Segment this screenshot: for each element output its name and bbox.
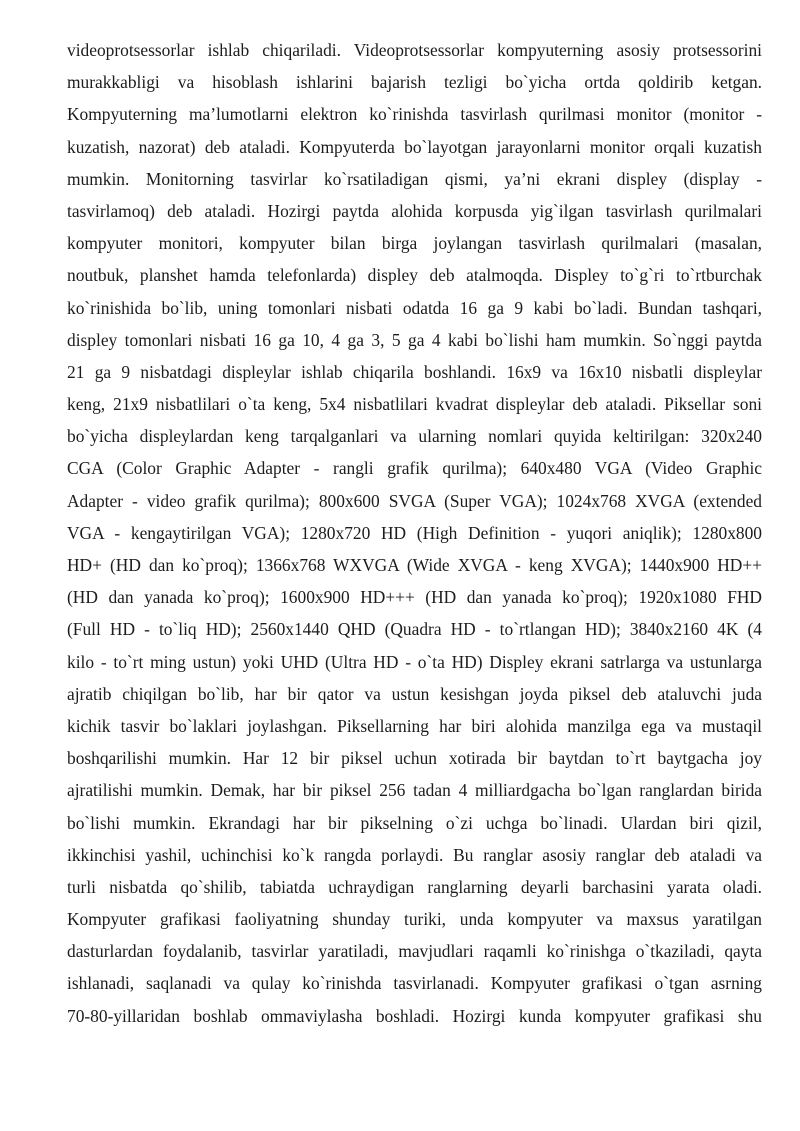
text-line: CGA (Color Graphic Adapter - rangli grafik qurilma); 640x480 VGA (Video Graphic <box>67 458 762 479</box>
text-line: kilo - to`rt ming ustun) yoki UHD (Ultra HD - o`ta HD) Displey ekrani satrlarga va ustunlarga <box>67 651 762 672</box>
text-line: VGA - kengaytirilgan VGA); 1280x720 HD (High Definition - yuqori aniqlik); 1280x800 <box>67 522 762 543</box>
text-line: keng, 21x9 nisbatlilari o`ta keng, 5x4 nisbatlilari kvadrat displeylar deb ataladi. Piksellar soni <box>67 394 762 415</box>
text-line: (Full HD - to`liq HD); 2560x1440 QHD (Quadra HD - to`rtlangan HD); 3840x2160 4K (4 <box>67 619 762 640</box>
text-line: videoprotsessorlar ishlab chiqariladi. Videoprotsessorlar kompyuterning asosiy protsessorini <box>67 40 762 60</box>
text-line: displey tomonlari nisbati 16 ga 10, 4 ga 3, 5 ga 4 kabi bo`lishi ham mumkin. So`nggi paytda <box>67 329 762 350</box>
text-line: tasvirlamoq) deb ataladi. Hozirgi paytda alohida korpusda yig`ilgan tasvirlash qurilmalari <box>67 200 762 221</box>
text-line: noutbuk, planshet hamda telefonlarda) displey deb atalmoqda. Displey to`g`ri to`rtburchak <box>67 265 762 286</box>
text-line: Adapter - video grafik qurilma); 800x600 SVGA (Super VGA); 1024x768 XVGA (extended <box>67 490 762 511</box>
text-line: ko`rinishida bo`lib, uning tomonlari nisbati odatda 16 ga 9 kabi bo`ladi. Bundan tashqari, <box>67 297 762 318</box>
text-line: kompyuter monitori, kompyuter bilan birga joylangan tasvirlash qurilmalari (masalan, <box>67 233 762 254</box>
text-line: Kompyuter grafikasi faoliyatning shunday turiki, unda kompyuter va maxsus yaratilgan <box>67 909 762 930</box>
text-line: boshqarilishi mumkin. Har 12 bir piksel uchun xotirada bir baytdan to`rt baytgacha joy <box>67 748 762 769</box>
body-text <box>67 34 762 1032</box>
text-line: bo`lishi mumkin. Ekrandagi har bir pikselning o`zi uchga bo`linadi. Ulardan biri qizil, <box>67 812 762 833</box>
text-line: 70-80-yillaridan boshlab ommaviylasha boshladi. Hozirgi kunda kompyuter grafikasi shu <box>67 1005 762 1026</box>
text-line: ikkinchisi yashil, uchinchisi ko`k rangda porlaydi. Bu ranglar asosiy ranglar deb ataladi va <box>67 844 762 865</box>
text-line: ajratib chiqilgan bo`lib, har bir qator va ustun kesishgan joyda piksel deb ataluvchi juda <box>67 683 762 704</box>
text-line: kichik tasvir bo`laklari joylashgan. Piksellarning har biri alohida manzilga ega va mustaqil <box>67 715 762 736</box>
text-line: Kompyuterning ma’lumotlarni elektron ko`rinishda tasvirlash qurilmasi monitor (monitor - <box>67 104 762 125</box>
text-line: 21 ga 9 nisbatdagi displeylar ishlab chiqarila boshlandi. 16x9 va 16x10 nisbatli displeylar <box>67 361 762 382</box>
text-line: turli nisbatda qo`shilib, tabiatda uchraydigan ranglarning deyarli barchasini yarata oladi. <box>67 876 762 897</box>
text-line: mumkin. Monitorning tasvirlar ko`rsatiladigan qismi, ya’ni ekrani displey (display - <box>67 168 762 189</box>
text-line: HD+ (HD dan ko`proq); 1366x768 WXVGA (Wide XVGA - keng XVGA); 1440x900 HD++ <box>67 555 762 575</box>
text-line: (HD dan yanada ko`proq); 1600x900 HD+++ (HD dan yanada ko`proq); 1920x1080 FHD <box>67 587 762 608</box>
text-line: murakkabligi va hisoblash ishlarini bajarish tezligi bo`yicha ortda qoldirib ketgan. <box>67 72 762 93</box>
text-line: bo`yicha displeylardan keng tarqalganlari va ularning nomlari quyida keltirilgan: 320x240 <box>67 426 762 447</box>
text-line: ajratilishi mumkin. Demak, har bir piksel 256 tadan 4 milliardgacha bo`lgan ranglardan birida <box>67 780 762 801</box>
text-line: kuzatish, nazorat) deb ataladi. Kompyuterda bo`layotgan jarayonlarni monitor orqali kuzatish <box>67 136 762 157</box>
text-line: dasturlardan foydalanib, tasvirlar yaratiladi, mavjudlari raqamli ko`rinishga o`tkaziladi, qayta <box>67 941 762 962</box>
text-line: ishlanadi, saqlanadi va qulay ko`rinishda tasvirlanadi. Kompyuter grafikasi o`tgan asrning <box>67 973 762 994</box>
